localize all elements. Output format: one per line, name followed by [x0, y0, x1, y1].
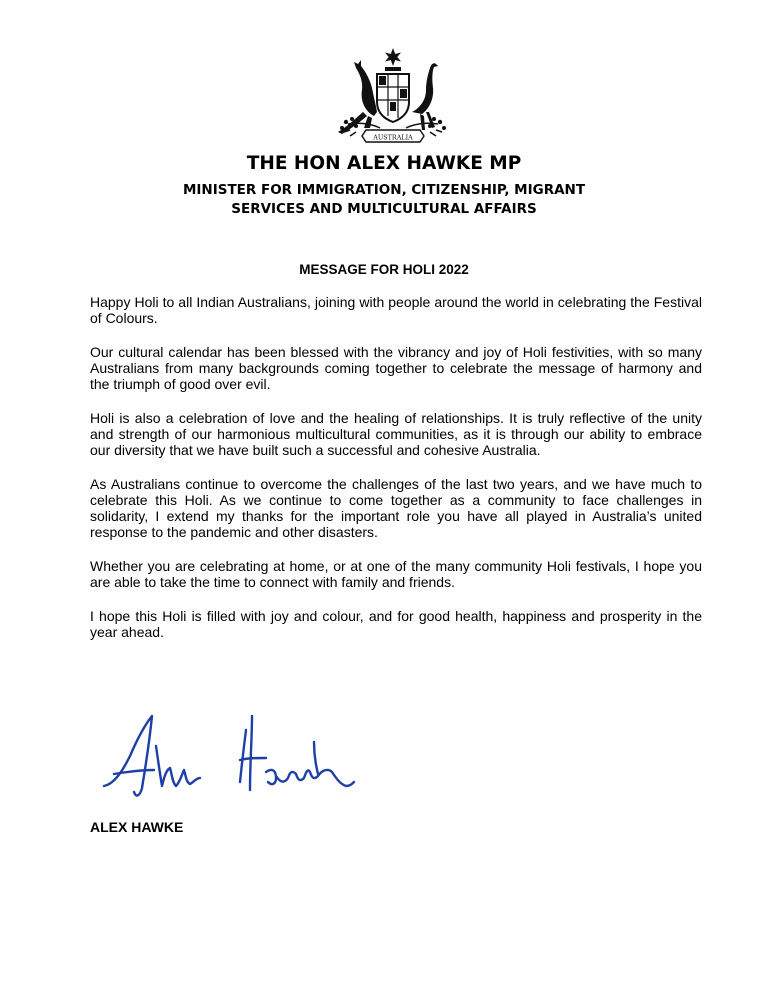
paragraph-5: Whether you are celebrating at home, or at one of the many community Holi festivals, I hope you are able to take the time to connect with family and friends.	[90, 558, 702, 590]
paragraph-6: I hope this Holi is filled with joy and colour, and for good health, happiness and prosperity in the year ahead.	[90, 608, 702, 640]
message-body	[90, 294, 702, 658]
portfolio-title: MINISTER FOR IMMIGRATION, CITIZENSHIP, MIGRANT SERVICES AND MULTICULTURAL AFFAIRS	[182, 182, 586, 217]
message-heading: MESSAGE FOR HOLI 2022	[299, 262, 469, 277]
signoff-name: ALEX HAWKE	[90, 819, 184, 835]
paragraph-2: Our cultural calendar has been blessed with the vibrancy and joy of Holi festivities, with so many Australians from many backgrounds coming together to celebrate the message of harmony and the triumph of good over evil.	[90, 344, 702, 392]
crest-banner-text: AUSTRALIA	[373, 133, 413, 142]
minister-title: THE HON ALEX HAWKE MP	[246, 153, 522, 174]
coat-of-arms	[330, 46, 456, 146]
coat-of-arms-icon	[330, 46, 456, 146]
paragraph-3: Holi is also a celebration of love and the healing of relationships. It is truly reflective of the unity and strength of our harmonious multicultural communities, as it is through our ability to embrace our diversity that we have built such a successful and cohesive Australia.	[90, 410, 702, 458]
signature	[100, 712, 356, 804]
handwritten-signature-icon	[100, 712, 356, 804]
paragraph-4: As Australians continue to overcome the challenges of the last two years, and we have much to celebrate this Holi. As we continue to come together as a community to face challenges in solidarity, I extend my thanks for the important role you have all played in Australia’s united response to the pandemic and other disasters.	[90, 476, 702, 540]
paragraph-1: Happy Holi to all Indian Australians, joining with people around the world in celebrating the Festival of Colours.	[90, 294, 702, 326]
